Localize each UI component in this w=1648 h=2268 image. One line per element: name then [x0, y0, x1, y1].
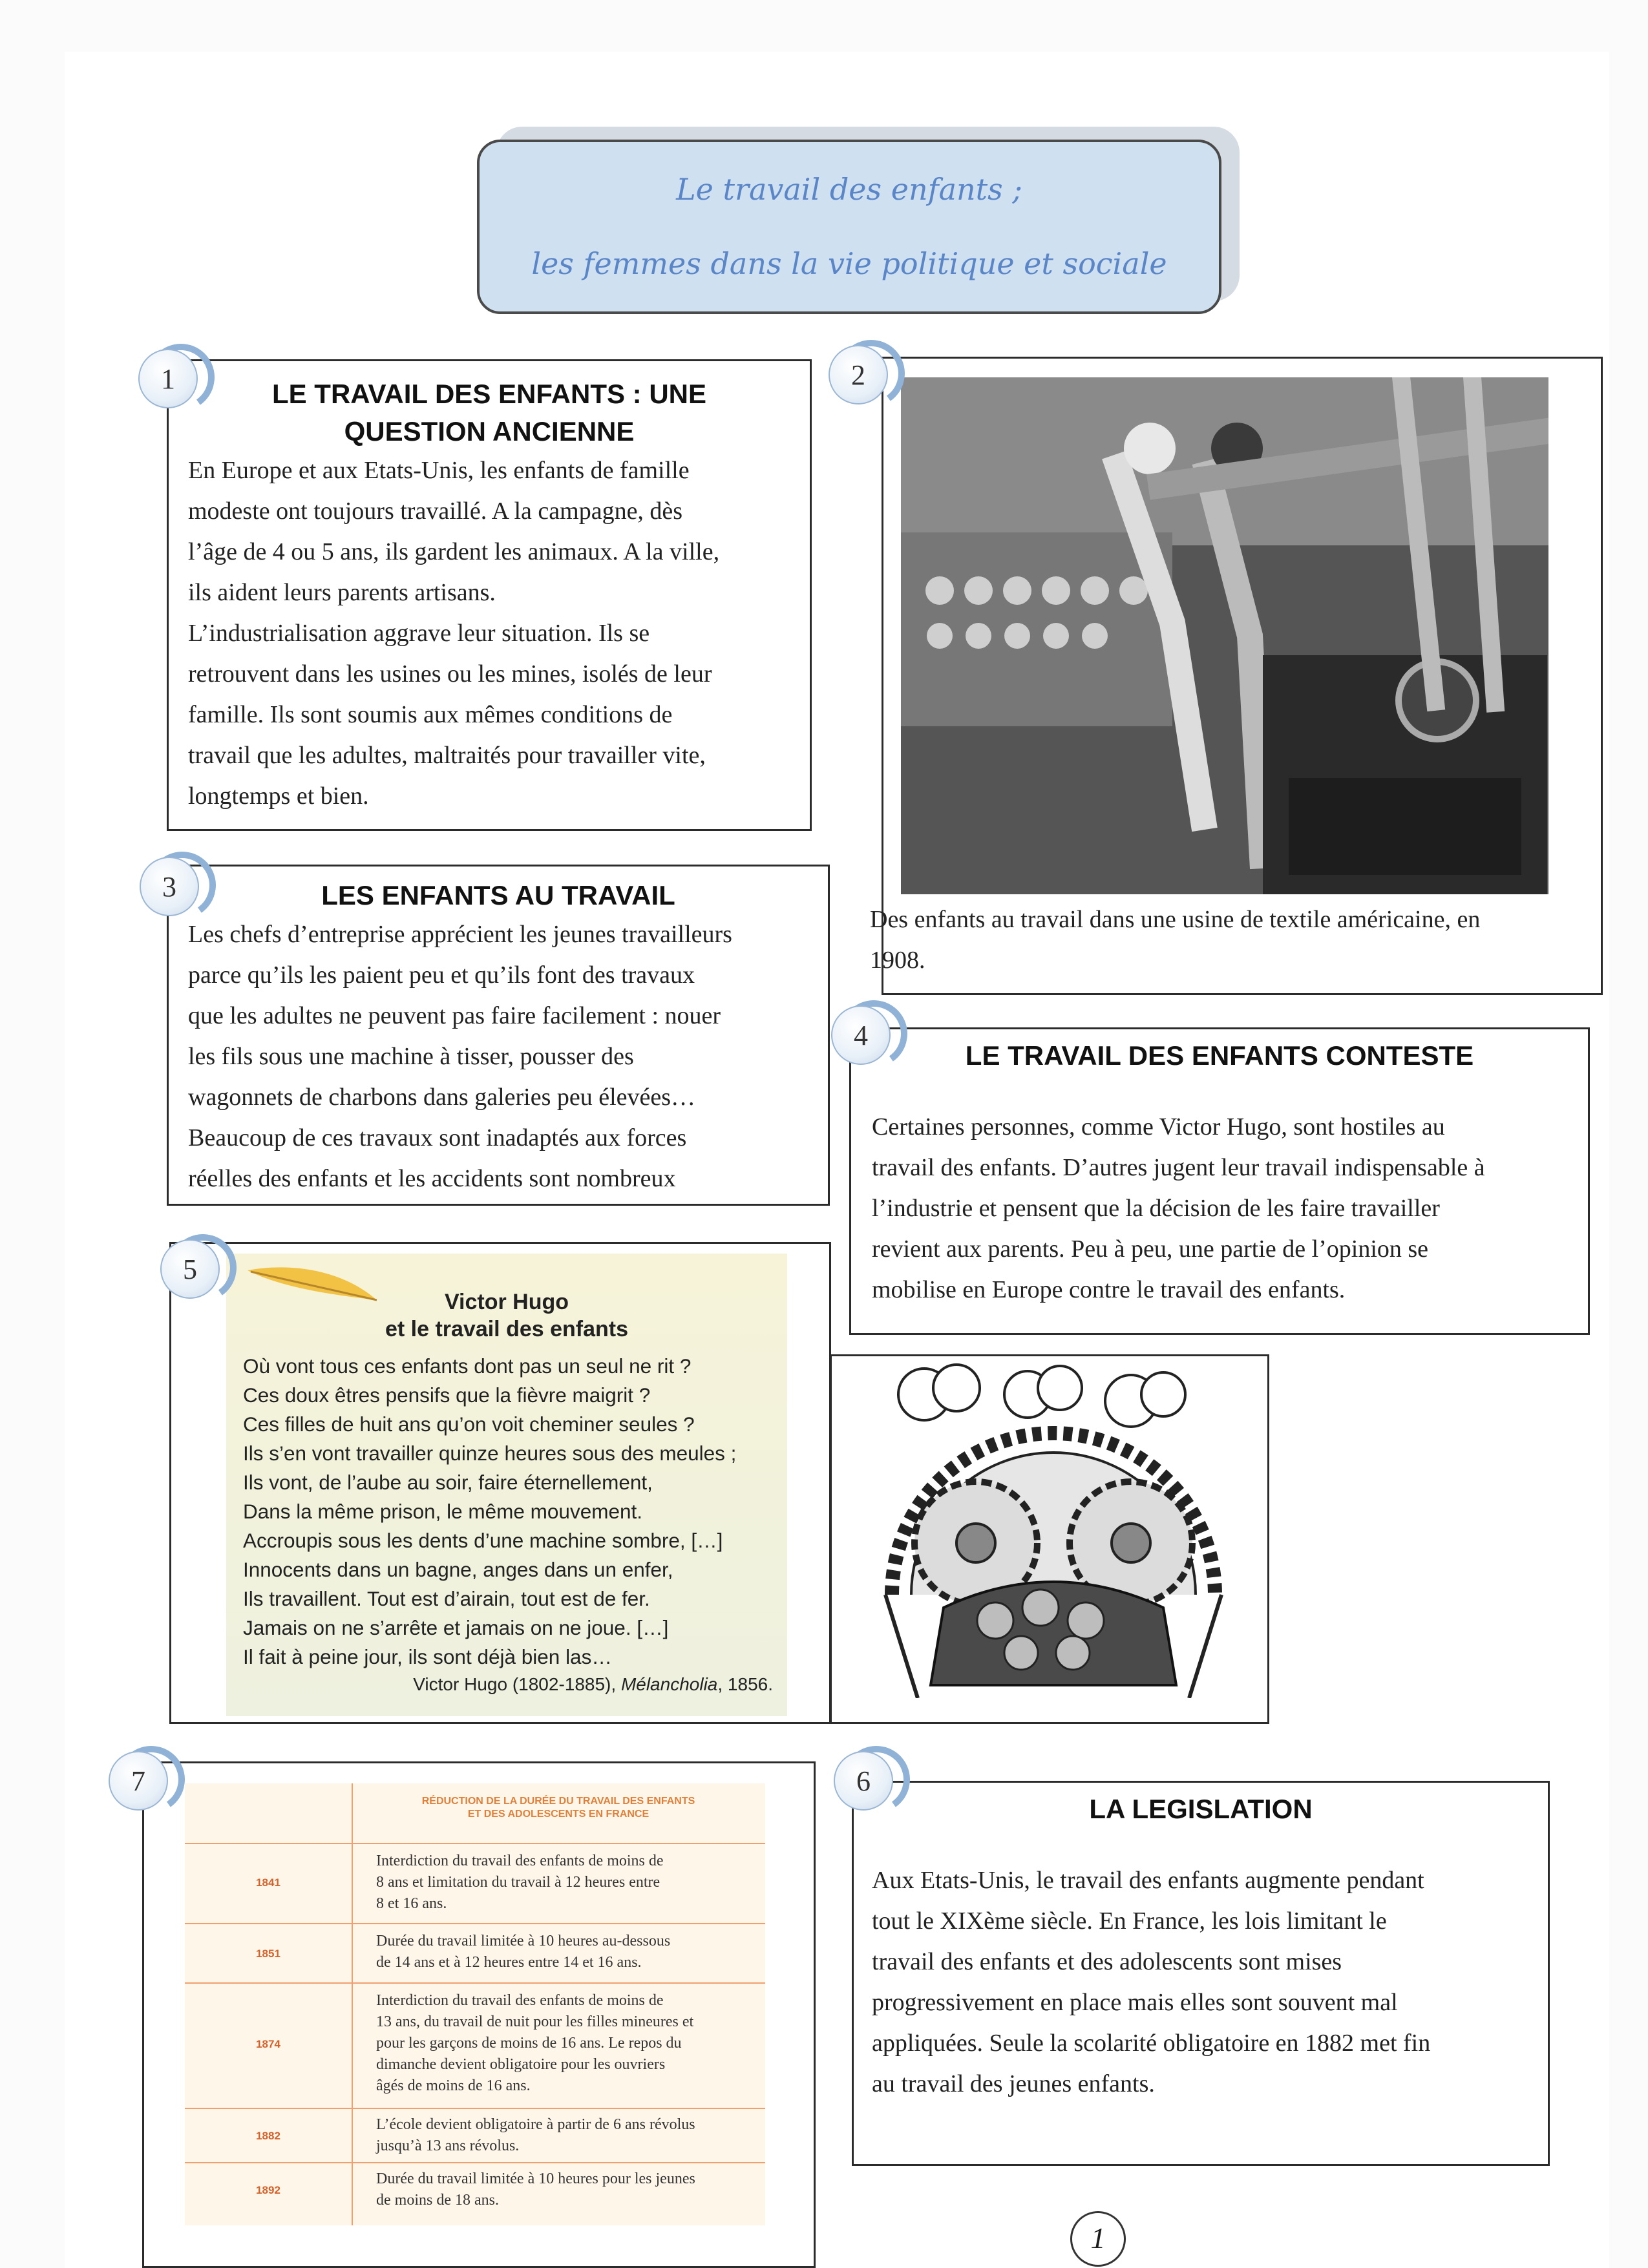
doc1-line: ils aident leurs parents artisans.: [188, 579, 496, 606]
poem-ref-author: Victor Hugo (1802-1885),: [413, 1674, 621, 1694]
poem-verse: Ils vont, de l’aube au soir, faire éternellement,: [243, 1471, 653, 1494]
doc7-number: 7: [109, 1751, 168, 1811]
doc7-number-badge: [109, 1751, 171, 1813]
doc1-line: modeste ont toujours travaillé. A la campagne, dès: [188, 498, 683, 525]
doc1-line: retrouvent dans les usines ou les mines, isolés de leur: [188, 660, 712, 688]
doc5-number: 5: [160, 1239, 220, 1299]
doc4-number: 4: [831, 1005, 891, 1065]
doc6-line: progressivement en place mais elles sont souvent mal: [872, 1989, 1398, 2016]
doc3-line: Les chefs d’entreprise apprécient les jeunes travailleurs: [188, 921, 732, 948]
table-cell-line: dimanche devient obligatoire pour les ouvriers: [376, 2056, 666, 2073]
poem-verse: Innocents dans un bagne, anges dans un enfer,: [243, 1558, 673, 1581]
doc1-line: travail que les adultes, maltraités pour travailler vite,: [188, 742, 706, 769]
poem-title-line-1: Victor Hugo: [444, 1290, 569, 1314]
poem-verse: Dans la même prison, le même mouvement.: [243, 1500, 642, 1523]
doc4-number-badge: [831, 1005, 893, 1067]
doc1-line: l’âge de 4 ou 5 ans, ils gardent les animaux. A la ville,: [188, 538, 720, 565]
quill-icon: [244, 1263, 386, 1308]
doc6-box: [852, 1781, 1550, 2166]
doc3-line: les fils sous une machine à tisser, pousser des: [188, 1043, 634, 1070]
title-line-1: Le travail des enfants ;: [676, 172, 1022, 207]
table-title-line: ET DES ADOLESCENTS EN FRANCE: [467, 1809, 650, 1820]
page-number: 1: [1070, 2211, 1126, 2267]
doc4-line: revient aux parents. Peu à peu, une partie de l’opinion se: [872, 1235, 1429, 1263]
table-cell-line: 8 ans et limitation du travail à 12 heures entre: [376, 1874, 660, 1891]
doc3-line: Beaucoup de ces travaux sont inadaptés aux forces: [188, 1124, 687, 1151]
table-cell-line: jusqu’à 13 ans révolus.: [376, 2137, 520, 2154]
legislation-table: [185, 1783, 765, 2225]
doc3-line: réelles des enfants et les accidents sont nombreux: [188, 1165, 676, 1192]
doc2-number-badge: [829, 345, 891, 407]
doc3-line: parce qu’ils les paient peu et qu’ils font des travaux: [188, 961, 695, 989]
doc1-line: L’industrialisation aggrave leur situation. Ils se: [188, 620, 650, 647]
doc4-line: mobilise en Europe contre le travail des enfants.: [872, 1276, 1346, 1303]
poem-verses: [226, 1352, 787, 1672]
poem-reference: [226, 1674, 787, 1695]
table-cell-line: pour les garçons de moins de 16 ans. Le repos du: [376, 2035, 682, 2052]
gears-children-engraving: [872, 1362, 1234, 1698]
table-cell: [376, 1990, 741, 2097]
doc3-number: 3: [140, 857, 199, 916]
doc6-number: 6: [834, 1751, 893, 1811]
table-title-line: RÉDUCTION DE LA DURÉE DU TRAVAIL DES ENFANTS: [421, 1796, 695, 1807]
doc3-text: [169, 914, 828, 1199]
doc4-text: [851, 1107, 1588, 1310]
table-cell-line: de moins de 18 ans.: [376, 2192, 499, 2209]
poem-ref-work: Mélancholia: [620, 1674, 718, 1694]
doc6-text: [854, 1860, 1548, 2105]
doc4-heading: LE TRAVAIL DES ENFANTS CONTESTE: [965, 1040, 1474, 1071]
table-row: [185, 2108, 765, 2163]
poem-verse: Ces doux êtres pensifs que la fièvre maigrit ?: [243, 1383, 651, 1407]
doc4-line: travail des enfants. D’autres jugent leur travail indispensable à: [872, 1154, 1485, 1181]
table-cell: [376, 1931, 741, 1973]
table-year: 1874: [256, 2038, 280, 2050]
doc3-line: wagonnets de charbons dans galeries peu élevées…: [188, 1084, 696, 1111]
table-cell-line: Durée du travail limitée à 10 heures pour les jeunes: [376, 2170, 695, 2187]
poem-verse: Ils travaillent. Tout est d’airain, tout est de fer.: [243, 1587, 650, 1610]
table-cell-line: Interdiction du travail des enfants de moins de: [376, 1853, 664, 1869]
doc2-caption-line: 1908.: [870, 947, 925, 974]
table-cell-line: L’école devient obligatoire à partir de 6 ans révolus: [376, 2116, 695, 2133]
doc1-line: En Europe et aux Etats-Unis, les enfants de famille: [188, 457, 690, 484]
table-cell: [376, 1851, 741, 1915]
doc3-number-badge: [140, 857, 202, 919]
doc1-number: 1: [138, 349, 198, 408]
table-row: [185, 1843, 765, 1924]
poem-verse: Ces filles de huit ans qu’on voit cheminer seules ?: [243, 1412, 695, 1436]
table-cell-line: de 14 ans et à 12 heures entre 14 et 16 ans.: [376, 1954, 642, 1971]
doc6-number-badge: [834, 1751, 896, 1813]
table-year: 1841: [256, 1876, 280, 1889]
doc6-line: au travail des jeunes enfants.: [872, 2070, 1155, 2097]
poem-verse: Où vont tous ces enfants dont pas un seul ne rit ?: [243, 1354, 692, 1378]
doc6-line: appliquées. Seule la scolarité obligatoire en 1882 met fin: [872, 2030, 1431, 2057]
doc3-heading: LES ENFANTS AU TRAVAIL: [321, 880, 675, 910]
doc5-number-badge: [160, 1239, 222, 1301]
poem-verse: Il fait à peine jour, ils sont déjà bien las…: [243, 1645, 612, 1668]
doc3-line: que les adultes ne peuvent pas faire facilement : nouer: [188, 1002, 721, 1029]
doc6-line: tout le XIXème siècle. En France, les lois limitant le: [872, 1907, 1387, 1935]
doc1-number-badge: [138, 349, 200, 411]
table-row: [185, 1923, 765, 1984]
doc2-caption-line: Des enfants au travail dans une usine de textile américaine, en: [870, 906, 1481, 933]
doc1-heading-line-2: QUESTION ANCIENNE: [344, 416, 635, 446]
doc1-line: famille. Ils sont soumis aux mêmes conditions de: [188, 701, 673, 728]
doc2-number: 2: [829, 345, 888, 404]
poem-ref-year: , 1856.: [717, 1674, 773, 1694]
title-line-2: les femmes dans la vie politique et sociale: [531, 246, 1167, 281]
poem-verse: Ils s’en vont travailler quinze heures sous des meules ;: [243, 1442, 737, 1465]
doc1-box: [167, 359, 812, 831]
doc4-line: Certaines personnes, comme Victor Hugo, sont hostiles au: [872, 1113, 1445, 1140]
doc6-heading: LA LEGISLATION: [1089, 1794, 1313, 1824]
table-year: 1851: [256, 1948, 280, 1960]
table-cell-line: 13 ans, du travail de nuit pour les filles mineures et: [376, 2013, 694, 2030]
table-row: [185, 2162, 765, 2227]
table-year: 1882: [256, 2130, 280, 2142]
doc4-box: [849, 1027, 1590, 1335]
doc6-line: travail des enfants et des adolescents sont mises: [872, 1948, 1342, 1975]
doc2-caption: [870, 899, 1581, 981]
table-row: [185, 1982, 765, 2109]
doc6-line: Aux Etats-Unis, le travail des enfants augmente pendant: [872, 1867, 1424, 1894]
table-cell: [376, 2114, 741, 2157]
doc1-text: [169, 450, 810, 817]
page-title: [477, 140, 1221, 314]
doc1-heading-line-1: LE TRAVAIL DES ENFANTS : UNE: [271, 379, 707, 409]
doc3-box: [167, 865, 830, 1206]
factory-photo-drawing: [901, 377, 1548, 894]
table-year: 1892: [256, 2184, 280, 2196]
factory-children-photo: [901, 377, 1548, 894]
table-cell-line: Durée du travail limitée à 10 heures au-dessous: [376, 1933, 671, 1949]
doc4-line: l’industrie et pensent que la décision de les faire travailler: [872, 1195, 1440, 1222]
victor-hugo-poem: [226, 1254, 787, 1716]
poem-title-line-2: et le travail des enfants: [385, 1317, 629, 1341]
table-cell: [376, 2168, 741, 2211]
doc1-line: longtemps et bien.: [188, 782, 369, 810]
poem-verse: Accroupis sous les dents d’une machine sombre, […]: [243, 1529, 723, 1552]
table-cell-line: Interdiction du travail des enfants de moins de: [376, 1992, 664, 2009]
table-cell-line: âgés de moins de 16 ans.: [376, 2077, 531, 2094]
table-cell-line: 8 et 16 ans.: [376, 1895, 447, 1912]
poem-verse: Jamais on ne s’arrête et jamais on ne joue. […]: [243, 1616, 669, 1639]
table-title: [352, 1795, 765, 1821]
